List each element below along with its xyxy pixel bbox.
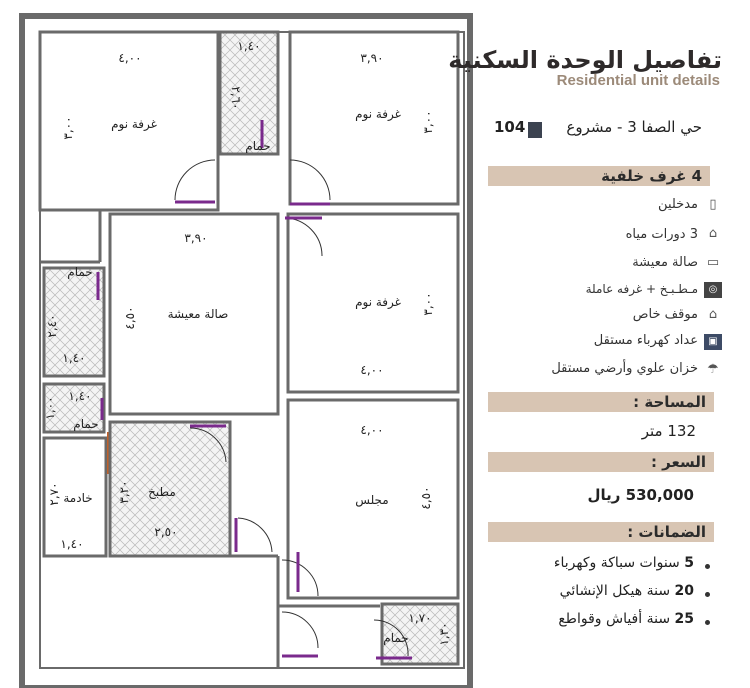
dim-label: ٣,٠٠ (61, 116, 75, 140)
dim-label: ٣,٠٠ (421, 292, 435, 316)
dim-label: ١,٤٠ (60, 537, 84, 551)
garage-icon: ⌂ (708, 307, 718, 322)
dim-label: ٤,٥٠ (123, 306, 137, 330)
dim-label: ٤,٠٠ (360, 423, 384, 437)
area-bar (488, 392, 714, 412)
feature-item: موقف خاص (632, 307, 698, 322)
label-bedroom-2: غرفة نوم (355, 107, 401, 121)
tank-icon: ☂ (707, 362, 719, 377)
shower-icon: ⌂ (708, 226, 718, 241)
guarantees-label: الضمانات : (627, 523, 706, 541)
label-kitchen: مطبخ (148, 485, 176, 499)
dim-label: ٣,٩٠ (360, 51, 384, 65)
feature-item: خزان علوي وأرضي مستقل (551, 361, 698, 376)
guarantee-item (558, 611, 694, 627)
guarantee-item (554, 555, 694, 571)
dim-label: ٢,٥٠ (154, 525, 178, 539)
dim-label: ٤,٠٠ (118, 51, 142, 65)
label-bath-3: حمام (73, 417, 99, 431)
feature-item: 3 دورات مياه (625, 227, 698, 242)
stove-icon: ◎ (704, 282, 722, 298)
bullet (705, 564, 710, 569)
bullet (705, 592, 710, 597)
dim-label: ٢,٦٠ (229, 86, 243, 110)
label-majlis: مجلس (355, 493, 389, 507)
dim-label: ٤,٥٠ (419, 486, 433, 510)
rooms-bar-label: 4 غرف خلفية (601, 167, 702, 185)
guarantee-text: سنوات سباكة وكهرباء (553, 555, 680, 571)
unit-marker-icon (528, 122, 542, 138)
info-panel (448, 0, 750, 688)
label-living: صالة معيشة (167, 307, 229, 321)
sofa-icon: ▭ (706, 255, 720, 270)
feature-item: عداد كهرباء مستقل (593, 333, 698, 348)
label-bath-2: حمام (67, 265, 93, 279)
feature-item: صالة معيشة (632, 255, 698, 270)
door-icon: ▯ (709, 197, 717, 212)
dim-label: ٢,٧٠ (47, 482, 61, 506)
area-label: المساحة : (633, 393, 706, 411)
guarantee-text: سنة أفياش وقواطع (558, 611, 671, 627)
dim-label: ٣,٠٠ (421, 110, 435, 134)
page-subtitle: Residential unit details (556, 72, 720, 89)
dim-label: ١,٣٠ (437, 622, 451, 646)
feature-item: مدخلين (658, 197, 698, 212)
label-bedroom-1: غرفة نوم (111, 117, 157, 131)
dim-label: ٣,٢٠ (117, 480, 131, 504)
dim-label: ١,٤٠ (62, 351, 86, 365)
price-value: 530,000 ريال (587, 486, 694, 504)
dim-label: ١,٧٠ (408, 611, 432, 625)
guarantee-years: 25 (674, 611, 694, 627)
dim-label: ١,٤٠ (237, 39, 261, 53)
project-name: حي الصفا 3 - مشروع (566, 118, 702, 136)
guarantee-item (560, 583, 694, 599)
guarantee-years: 5 (684, 555, 694, 571)
dim-label: ٣,٩٠ (184, 231, 208, 245)
rooms-bar (488, 166, 710, 186)
dim-label: ١,٤٠ (68, 389, 92, 403)
dim-label: ٤,٠٠ (360, 363, 384, 377)
label-bath-4: حمام (383, 631, 409, 645)
page-title: تفاصيل الوحدة السكنية (448, 46, 722, 74)
price-bar (488, 452, 714, 472)
meter-icon: ▣ (704, 334, 722, 350)
guarantees-bar (488, 522, 714, 542)
feature-item: مـطـبـخ + غرفه عاملة (585, 282, 698, 296)
dim-label: ٢,٤٠ (45, 314, 59, 338)
label-maid: خادمة (63, 491, 93, 505)
guarantee-text: سنة هيكل الإنشائي (559, 583, 671, 599)
area-value: 132 متر (641, 422, 696, 440)
label-bedroom-3: غرفة نوم (355, 295, 401, 309)
dim-label: ١,٠٠ (43, 396, 57, 420)
unit-number: 104 (494, 118, 526, 136)
label-bath-1: حمام (245, 139, 271, 153)
guarantee-years: 20 (674, 583, 694, 599)
bullet (705, 620, 710, 625)
price-label: السعر : (650, 453, 706, 471)
